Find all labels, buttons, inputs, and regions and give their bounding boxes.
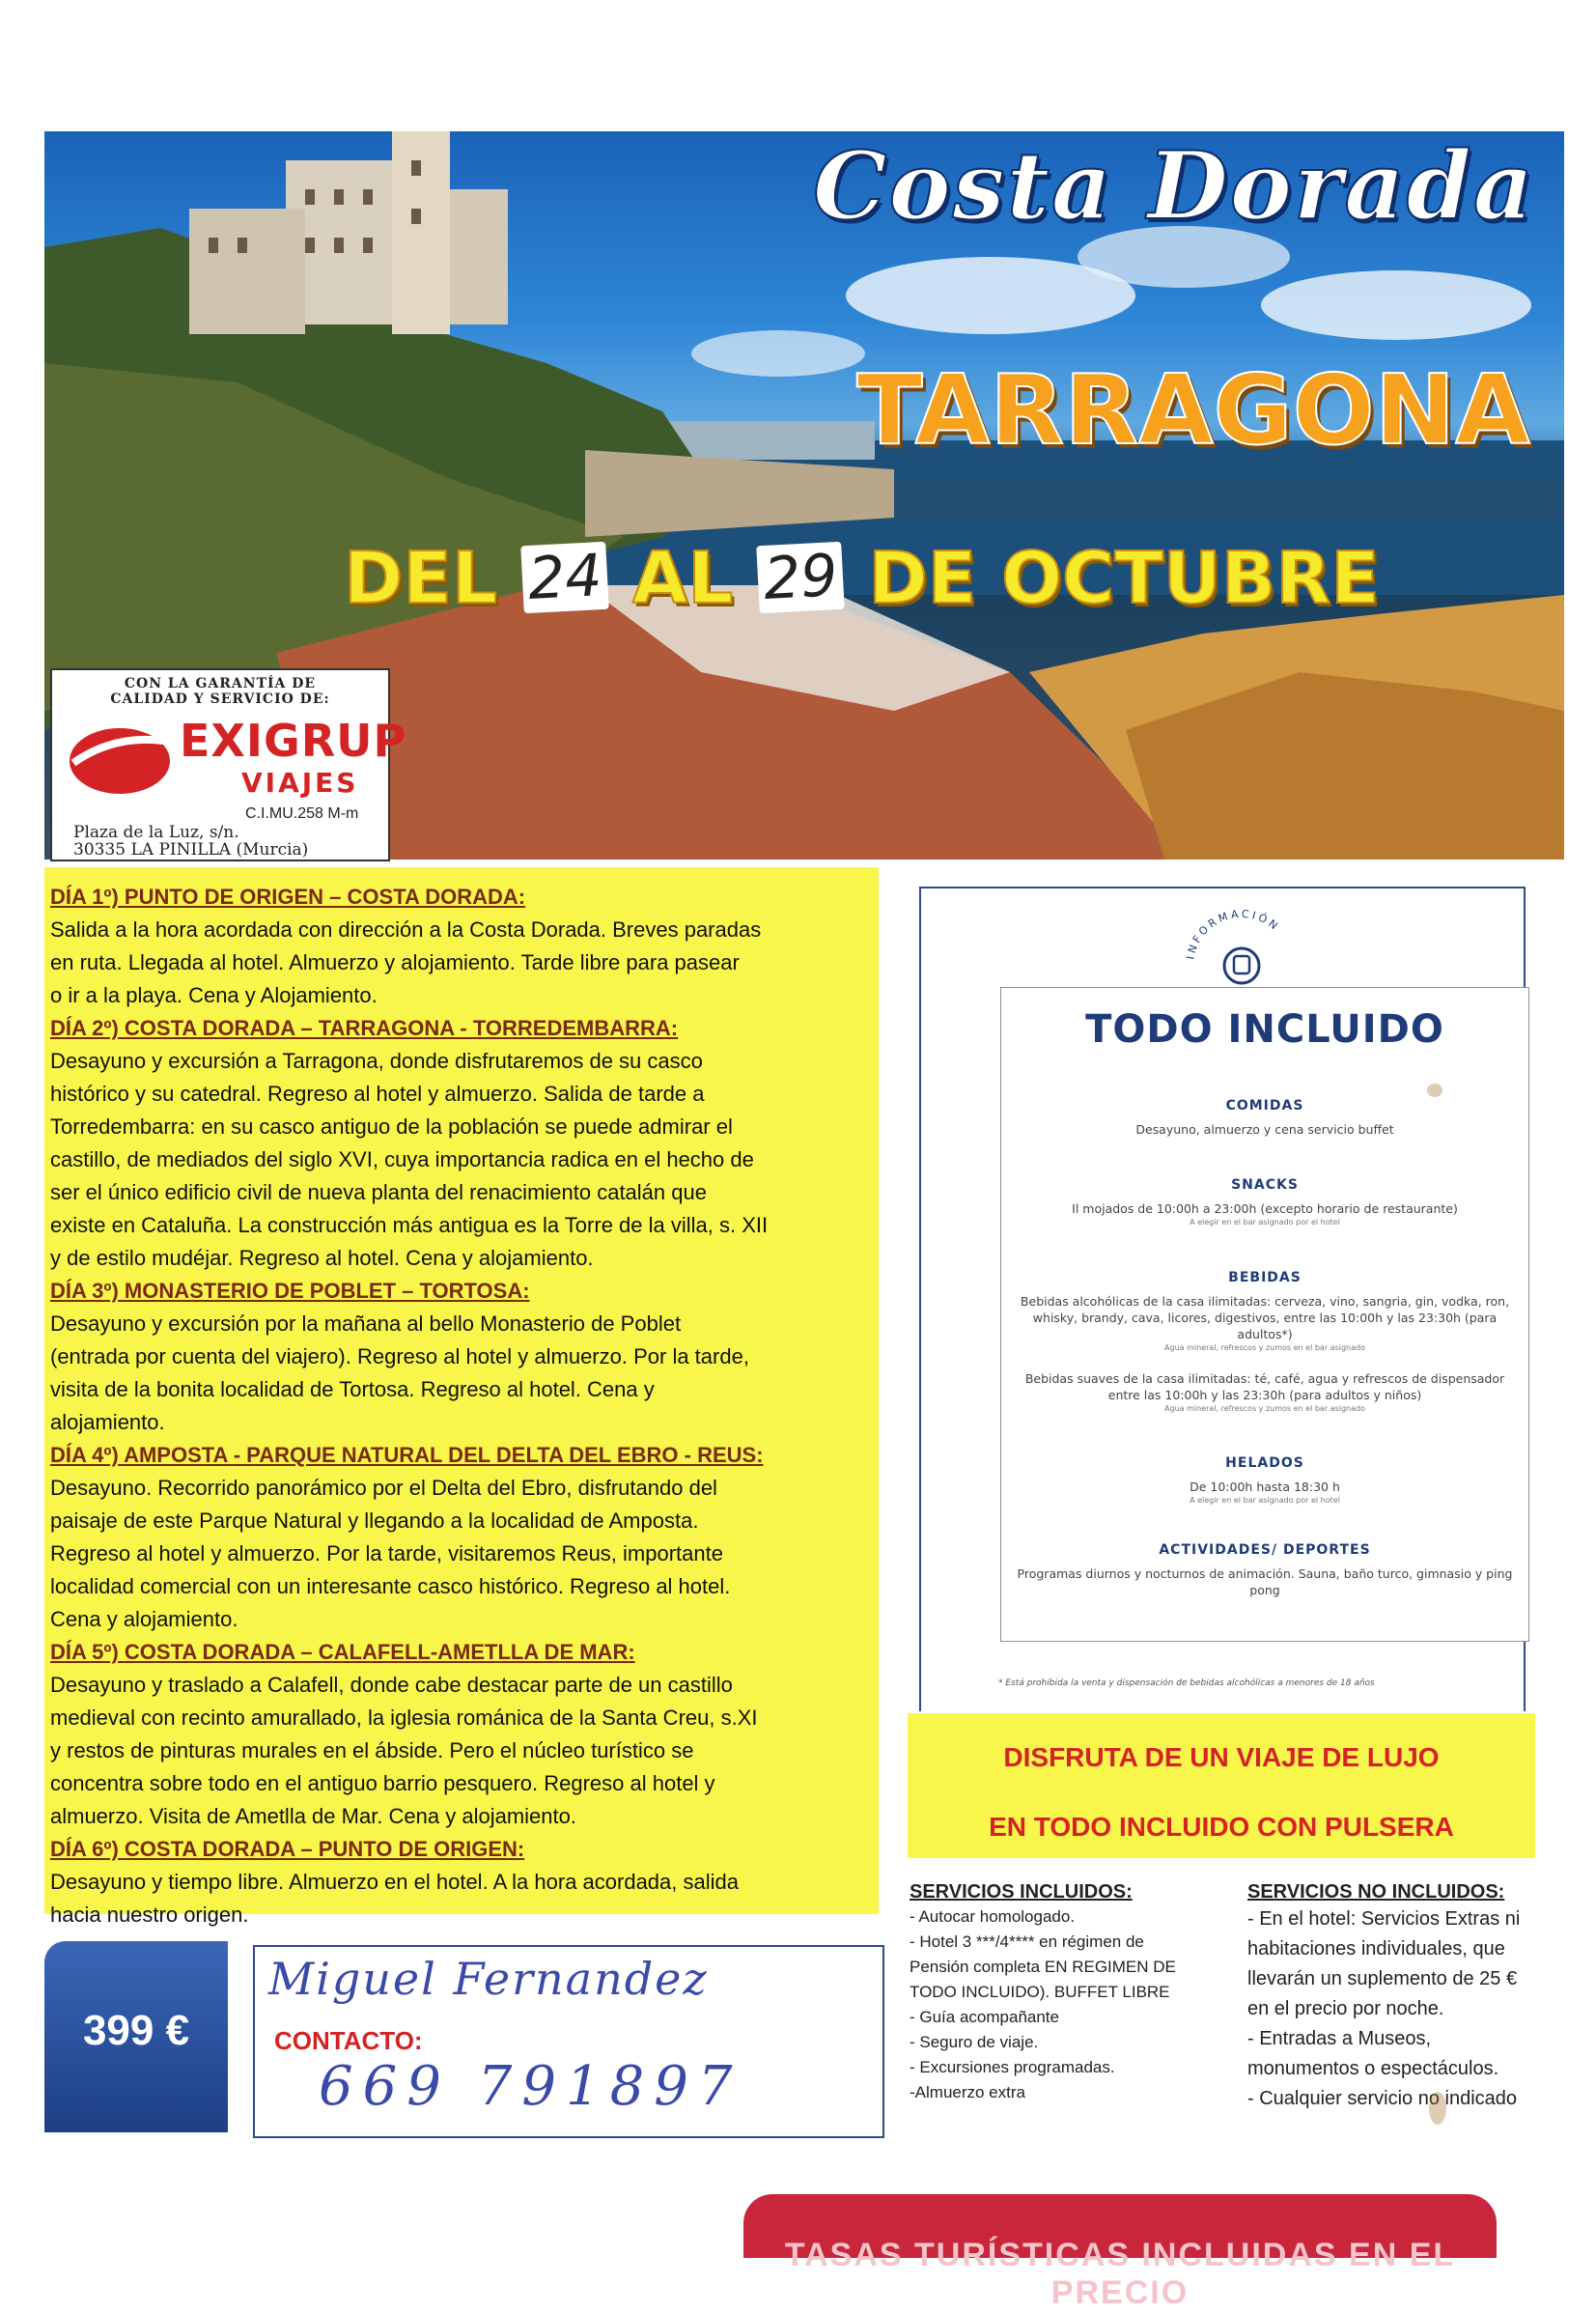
section-heading: BEBIDAS (1228, 1270, 1302, 1285)
section-text: Bebidas alcohólicas de la casa ilimitadas: cerveza, vino, sangria, gin, vodka, ron, whisky, brandy, cava, licores, digestivos, entre las 10:00h y las 23:30h (para adultos*) (1020, 1294, 1510, 1341)
info-badge-icon (1174, 906, 1309, 993)
agency-logo-box (50, 668, 407, 861)
service-item: llevarán un suplemento de 25 € (1247, 1968, 1518, 1989)
agency-logo-icon (66, 724, 182, 798)
section-bebidas (1001, 1270, 1528, 1414)
section-footnote: A elegir en el bar asignado por el hotel (1190, 1496, 1340, 1505)
day-text-line: almuerzo. Visita de Ametlla de Mar. Cena y alojamiento. (50, 1804, 576, 1828)
service-item: Pensión completa EN REGIMEN DE (910, 1958, 1176, 1976)
contact-box (253, 1945, 884, 2138)
services-included-list (910, 1904, 1257, 2105)
day-text-line: Cena y alojamiento. (50, 1607, 238, 1631)
agency-address-line2: 30335 LA PINILLA (Murcia) (73, 840, 309, 860)
services-not-included-list (1247, 1904, 1566, 2114)
day-text-line: medieval con recinto amurallado, la iglesia románica de la Santa Creu, s.XI (50, 1706, 758, 1730)
service-item: - Entradas a Museos, (1247, 2028, 1432, 2049)
day-text-line: castillo, de mediados del siglo XVI, cuya importancia radica en el hecho de (50, 1147, 754, 1171)
day-text-line: existe en Cataluña. La construcción más antigua es la Torre de la villa, s. XII (50, 1213, 769, 1237)
section-footnote-2: Agua mineral, refrescos y zumos en el bar asignado (1164, 1404, 1365, 1413)
itinerary-list (50, 881, 877, 1931)
todo-incluido-disclaimer: * Está prohibida la venta y dispensación de bebidas alcohólicas a menores de 18 años (998, 1678, 1375, 1688)
day-text-line: y restos de pinturas murales en el ábside. Pero el núcleo turístico se (50, 1738, 694, 1762)
dates-prefix: DEL (344, 537, 498, 620)
section-heading: COMIDAS (1225, 1098, 1304, 1114)
section-helados (1001, 1455, 1528, 1506)
day-text-line: Desayuno y traslado a Calafell, donde cabe destacar parte de un castillo (50, 1673, 733, 1697)
service-item: TODO INCLUIDO). BUFFET LIBRE (910, 1983, 1170, 2001)
service-item: - Seguro de viaje. (910, 2033, 1039, 2051)
day-text-line: concentra sobre todo en el antiguo barrio pesquero. Regreso al hotel y (50, 1771, 715, 1795)
section-actividades (1001, 1542, 1528, 1598)
luxury-line2: EN TODO INCLUIDO CON PULSERA (989, 1812, 1454, 1842)
section-heading: HELADOS (1225, 1455, 1304, 1471)
section-comidas (1001, 1098, 1528, 1138)
day-text-line: (entrada por cuenta del viajero). Regreso al hotel y almuerzo. Por la tarde, (50, 1344, 749, 1368)
day-text-line: localidad comercial con un interesante casco histórico. Regreso al hotel. (50, 1574, 731, 1598)
agency-brand: EXIGRUP (180, 715, 407, 767)
section-text: Il mojados de 10:00h a 23:00h (excepto horario de restaurante) (1072, 1201, 1458, 1216)
day-heading: DÍA 3º) MONASTERIO DE POBLET – TORTOSA: (50, 1279, 530, 1303)
day-text-line: ser el único edificio civil de nueva planta del renacimiento catalán que (50, 1180, 707, 1204)
price-badge (44, 1941, 228, 2132)
svg-text:INFORMACIÓN (1184, 908, 1282, 961)
day-text-line: y de estilo mudéjar. Regreso al hotel. Cena y alojamiento. (50, 1246, 594, 1270)
footer-strip (743, 2194, 1497, 2311)
day-heading: DÍA 5º) COSTA DORADA – CALAFELL-AMETLLA DE MAR: (50, 1640, 635, 1664)
dates-suffix: DE OCTUBRE (868, 537, 1380, 620)
itinerary-panel (44, 867, 879, 1927)
section-text-2: Bebidas suaves de la casa ilimitadas: té, café, agua y refrescos de dispensador entre las 10:00h y las 23:30h (para adultos y niños) (1024, 1371, 1505, 1402)
service-item: - Guía acompañante (910, 2008, 1059, 2026)
agency-guarantee-line1: CON LA GARANTÍA DE (124, 676, 317, 691)
day-heading: DÍA 2º) COSTA DORADA – TARRAGONA - TORREDEMBARRA: (50, 1016, 679, 1040)
day-text-line: hacia nuestro origen. (50, 1903, 249, 1927)
service-item: - Autocar homologado. (910, 1907, 1076, 1926)
contact-phone: 669 791897 (319, 2055, 742, 2118)
services-included (910, 1879, 1257, 2105)
section-heading: ACTIVIDADES/ DEPORTES (1159, 1542, 1371, 1558)
service-item: - En el hotel: Servicios Extras ni (1247, 1908, 1521, 1930)
agency-license: C.I.MU.258 M-m (245, 805, 359, 822)
luxury-line1: DISFRUTA DE UN VIAJE DE LUJO (1003, 1742, 1440, 1772)
day-text-line: Desayuno. Recorrido panorámico por el Delta del Ebro, disfrutando del (50, 1476, 717, 1500)
service-item: - Cualquier servicio no indicado (1247, 2088, 1518, 2109)
hero-script-title: Costa Dorada (813, 131, 1535, 240)
day-text-line: o ir a la playa. Cena y Alojamiento. (50, 983, 378, 1007)
contact-label: CONTACTO: (274, 2026, 423, 2055)
section-text: Desayuno, almuerzo y cena servicio buffet (1135, 1122, 1394, 1137)
section-footnote: A elegir en el bar asignado por el hotel (1190, 1218, 1340, 1226)
todo-incluido-card (919, 887, 1526, 1711)
hero-dates (344, 537, 1483, 634)
scan-stain (1429, 2092, 1446, 2125)
service-item: -Almuerzo extra (910, 2083, 1025, 2101)
service-item: habitaciones individuales, que (1247, 1938, 1505, 1960)
service-item: - Hotel 3 ***/4**** en régimen de (910, 1932, 1144, 1951)
day-text-line: Torredembarra: en su casco antiguo de la población se puede admirar el (50, 1114, 733, 1139)
day-text-line: Regreso al hotel y almuerzo. Por la tarde, visitaremos Reus, importante (50, 1541, 723, 1565)
section-footnote: Agua mineral, refrescos y zumos en el bar asignado (1164, 1343, 1365, 1352)
day-text-line: Desayuno y tiempo libre. Almuerzo en el hotel. A la hora acordada, salida (50, 1870, 739, 1894)
dates-start-day: 24 (520, 542, 609, 614)
agency-guarantee-line2: CALIDAD Y SERVICIO DE: (110, 691, 330, 707)
service-item: - Excursiones programadas. (910, 2058, 1115, 2076)
day-heading: DÍA 4º) AMPOSTA - PARQUE NATURAL DEL DELTA DEL EBRO - REUS: (50, 1443, 764, 1467)
section-snacks (1001, 1177, 1528, 1227)
dates-end-day: 29 (756, 542, 845, 614)
section-heading: SNACKS (1231, 1177, 1299, 1193)
footer-strip-text: TASAS TURÍSTICAS INCLUIDAS EN EL PRECIO (784, 2237, 1456, 2311)
service-item: monumentos o espectáculos. (1247, 2058, 1499, 2079)
section-text: De 10:00h hasta 18:30 h (1190, 1480, 1340, 1494)
agency-address-line1: Plaza de la Luz, s/n. (73, 823, 239, 842)
services-included-heading: SERVICIOS INCLUIDOS: (910, 1881, 1133, 1903)
day-text-line: en ruta. Llegada al hotel. Almuerzo y alojamiento. Tarde libre para pasear (50, 950, 740, 974)
scan-stain (1427, 1084, 1442, 1097)
day-text-line: histórico y su catedral. Regreso al hotel y almuerzo. Salida de tarde a (50, 1082, 705, 1106)
services-not-included-heading: SERVICIOS NO INCLUIDOS: (1247, 1881, 1505, 1903)
todo-incluido-inner (1000, 987, 1529, 1642)
section-text: Programas diurnos y nocturnos de animación. Sauna, baño turco, gimnasio y ping pong (1017, 1566, 1513, 1597)
luxury-banner (908, 1713, 1535, 1858)
day-text-line: alojamiento. (50, 1410, 165, 1434)
day-text-line: paisaje de este Parque Natural y llegando a la localidad de Amposta. (50, 1508, 699, 1533)
info-badge-text: INFORMACIÓN (1184, 907, 1282, 961)
day-heading: DÍA 1º) PUNTO DE ORIGEN – COSTA DORADA: (50, 885, 526, 909)
day-heading: DÍA 6º) COSTA DORADA – PUNTO DE ORIGEN: (50, 1837, 525, 1861)
dates-middle: AL (632, 537, 734, 620)
agency-guarantee (52, 676, 388, 707)
day-text-line: Salida a la hora acordada con dirección a la Costa Dorada. Breves paradas (50, 917, 762, 942)
todo-incluido-title: TODO INCLUIDO (1085, 1007, 1444, 1052)
price-label: 399 € (82, 2007, 190, 2054)
day-text-line: Desayuno y excursión a Tarragona, donde disfrutaremos de su casco (50, 1049, 703, 1073)
service-item: en el precio por noche. (1247, 1998, 1444, 2019)
agency-brand-sub: VIAJES (241, 767, 359, 799)
services-not-included (1247, 1879, 1566, 2114)
day-text-line: visita de la bonita localidad de Tortosa. Regreso al hotel. Cena y (50, 1377, 655, 1401)
day-text-line: Desayuno y excursión por la mañana al bello Monasterio de Poblet (50, 1311, 682, 1336)
hero-city-title: TARRAGONA (856, 353, 1530, 466)
contact-name: Miguel Fernandez (268, 1953, 709, 2005)
